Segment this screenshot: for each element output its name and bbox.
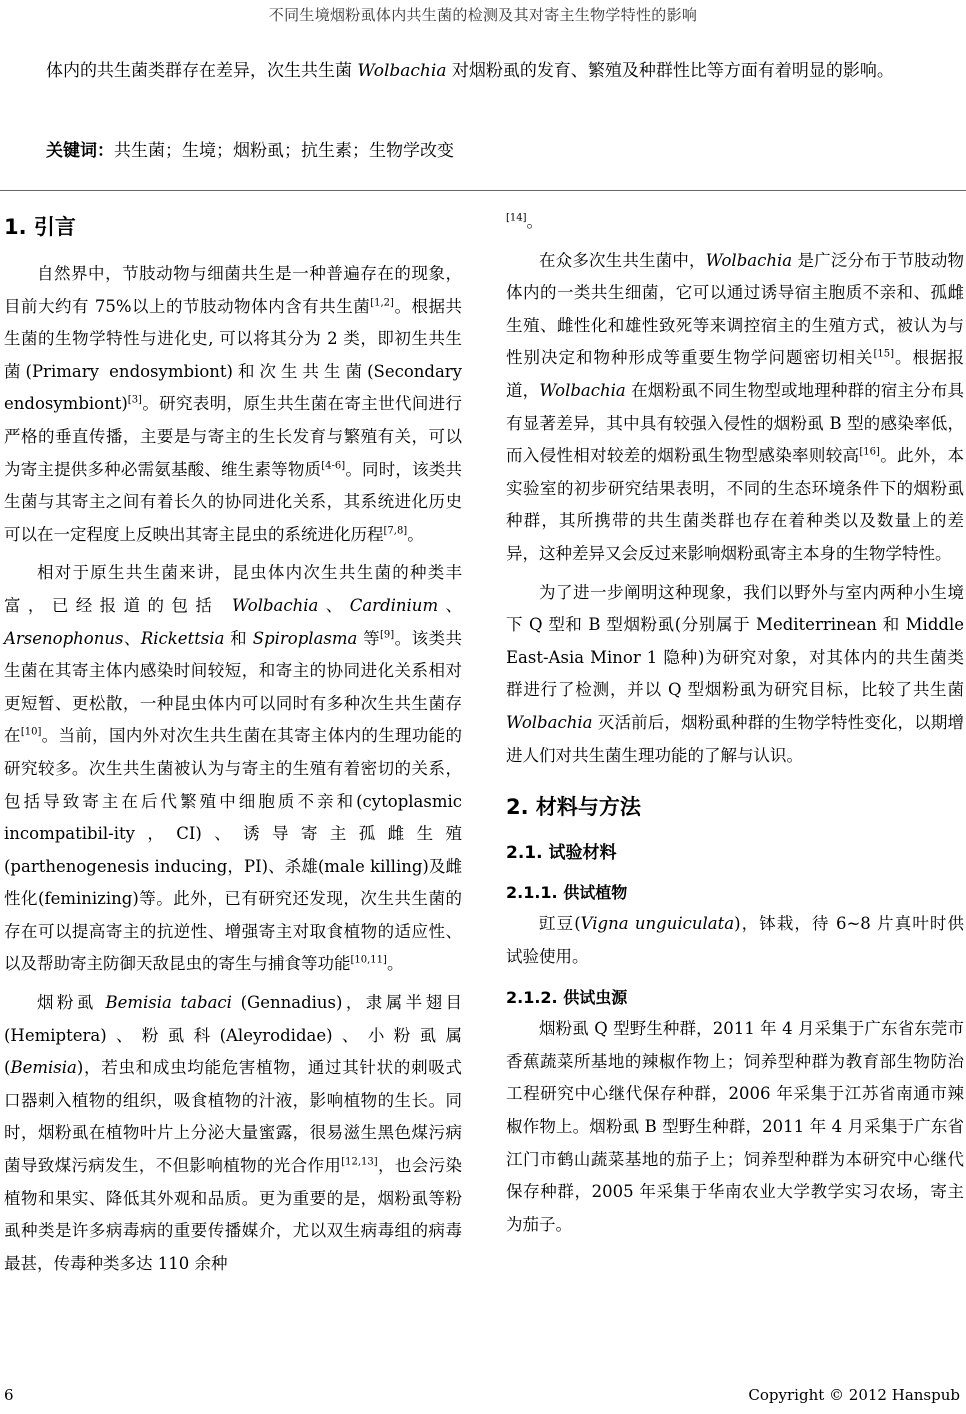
keywords-label: 关键词： xyxy=(46,141,114,161)
citation: [10] xyxy=(20,726,42,738)
subsubsection-title-insects: 2.1.2. 供试虫源 xyxy=(506,988,628,1008)
intro-paragraph-2: 相对于原生共生菌来讲，昆虫体内次生共生菌的种类丰富，已经报道的包括 Wolbachia、Cardinium、Arsenophonus、Rickettsia 和 Spiroplasma 等[9]。该类共生菌在其寄主体内感染时间较短，和寄主的协同进化关系相对更短暂、更松散，一种昆虫体内可以同时有多种次生共生菌存在[10]。当前，国内外对次生共生菌在其寄主体内的生理功能的研究较多。次生共生菌被认为与寄主的生殖有着密切的关系，包括导致寄主在后代繁殖中细胞质不亲和(cytoplasmic incompatibil-ity，CI)、诱导寄主孤雌生殖(parthenogenesis inducing，PI)、杀雄(male killing)及雌性化(feminizing)等。此外，已有研究还发现，次生共生菌的存在可以提高寄主的抗逆性、增强寄主对取食植物的适应性、以及帮助寄主防御天敌昆虫的寄生与捕食等功能[10,11]。 xyxy=(4,563,463,974)
section-title-intro: 1. 引言 xyxy=(4,215,76,239)
citation: [14] xyxy=(506,212,527,224)
intro-paragraph-1: 自然界中，节肢动物与细菌共生是一种普遍存在的现象，目前大约有 75%以上的节肢动物体内含有共生菌[1,2]。根据共生菌的生物学特性与进化史, 可以将其分为 2 类，即初生共生菌(Primary endosymbiont)和次生共生菌(Secondary endosymbiont)[3]。研究表明，原生共生菌在寄主世代间进行严格的垂直传播，主要是与寄主的生长发育与繁殖有关，可以为寄主提供多种必需氨基酸、维生素等物质[4-6]。同时，该类共生菌与其寄主之间有着长久的协同进化关系，其系统进化历史可以在一定程度上反映出其寄主昆虫的系统进化历程[7,8]。 xyxy=(4,264,463,544)
subsection-title-materials: 2.1. 试验材料 xyxy=(506,843,617,864)
keywords-text: 共生菌；生境；烟粉虱；抗生素；生物学改变 xyxy=(114,141,454,161)
running-header: 不同生境烟粉虱体内共生菌的检测及其对寄主生物学特性的影响 xyxy=(268,6,698,24)
intro-paragraph-4: 在众多次生共生菌中，Wolbachia 是广泛分布于节肢动物体内的一类共生细菌，它可以通过诱导宿主胞质不亲和、孤雌生殖、雌性化和雄性致死等来调控宿主的生殖方式，被认为与性别决定和物种形成等重要生物学问题密切相关[15]。根据报道，Wolbachia 在烟粉虱不同生物型或地理种群的宿主分布具有显著差异，其中具有较强入侵性的烟粉虱 B 型的感染率低，而入侵性相对较差的烟粉虱生物型感染率则较高[16]。此外，本实验室的初步研究结果表明，不同的生态环境条件下的烟粉虱种群，其所携带的共生菌类群也存在着种类以及数量上的差异，这种差异又会反过来影响烟粉虱寄主本身的生物学特性。 xyxy=(506,250,965,563)
intro-paragraph-3-continued: [14]。 xyxy=(506,212,544,231)
plants-paragraph: 豇豆(Vigna unguiculata)，钵栽，待 6~8 片真叶时供试验使用。 xyxy=(506,914,965,966)
section-title-methods: 2. 材料与方法 xyxy=(506,795,641,820)
left-column xyxy=(4,206,462,1280)
citation: [1,2] xyxy=(370,297,394,309)
intro-paragraph-5: 为了进一步阐明这种现象，我们以野外与室内两种小生境下 Q 型和 B 型烟粉虱(分别属于 Mediterrinean 和 Middle East-Asia Minor 1 隐种)为研究对象，对其体内的共生菌类群进行了检测，并以 Q 型烟粉虱为研究目标，比较了共生菌 Wolbachia 灭活前后，烟粉虱种群的生物学特性变化，以期增进人们对共生菌生理功能的了解与认识。 xyxy=(506,582,964,765)
citation: [4-6] xyxy=(321,460,346,472)
copyright: Copyright © 2012 Hanspub xyxy=(748,1386,960,1404)
section-divider xyxy=(0,190,966,191)
citation: [7,8] xyxy=(383,525,408,537)
citation: [3] xyxy=(127,394,142,406)
intro-paragraph-3: 烟粉虱 Bemisia tabaci (Gennadius)，隶属半翅目(Hemiptera)、粉虱科(Aleyrodidae)、小粉虱属(Bemisia)，若虫和成虫均能危害植物，通过其针状的刺吸式口器刺入植物的组织，吸食植物的汁液，影响植物的生长。同时，烟粉虱在植物叶片上分泌大量蜜露，很易滋生黑色煤污病菌导致煤污病发生，不但影响植物的光合作用[12,13]，也会污染植物和果实、降低其外观和品质。更为重要的是，烟粉虱等粉虱种类是许多病毒病的重要传播媒介，尤以双生病毒组的病毒最甚，传毒种类多达 110 余种 xyxy=(4,993,463,1273)
abstract-tail: 体内的共生菌类群存在差异，次生共生菌 Wolbachia 对烟粉虱的发育、繁殖及种群性比等方面有着明显的影响。 xyxy=(46,61,894,81)
keywords xyxy=(46,138,926,165)
page-number: 6 xyxy=(4,1386,14,1404)
citation: [16] xyxy=(859,446,880,458)
citation: [9] xyxy=(380,629,395,641)
genus-name: Wolbachia xyxy=(357,61,447,81)
citation: [12,13] xyxy=(341,1156,378,1168)
citation: [15] xyxy=(873,348,895,360)
citation: [10,11] xyxy=(350,954,387,966)
insects-paragraph: 烟粉虱 Q 型野生种群，2011 年 4 月采集于广东省东莞市香蕉蔬菜所基地的辣椒作物上；饲养型种群为教育部生物防治工程研究中心继代保存种群，2006 年采集于江苏省南通市辣椒作物上。烟粉虱 B 型野生种群，2011 年 4 月采集于广东省江门市鹤山蔬菜基地的茄子上；饲养型种群为本研究中心继代保存种群，2005 年采集于华南农业大学教学实习农场，寄主为茄子。 xyxy=(506,1019,964,1234)
subsubsection-title-plants: 2.1.1. 供试植物 xyxy=(506,883,628,903)
right-column xyxy=(506,206,964,1241)
